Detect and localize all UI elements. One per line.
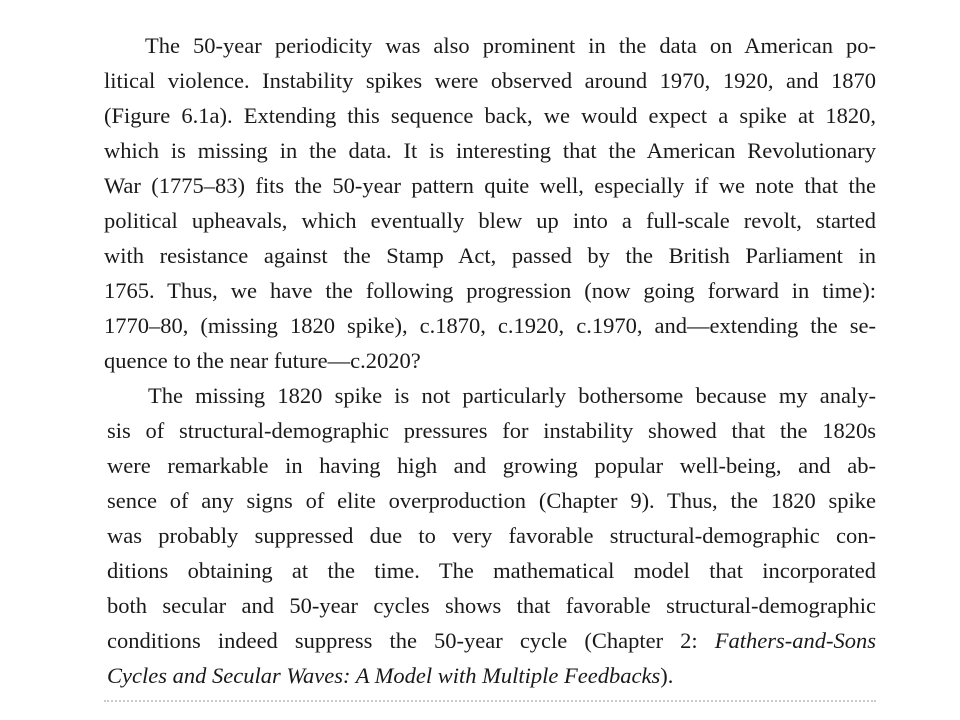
text-line: (Figure 6.1a). Extending this sequence back, we would expect a spike at 1820, — [104, 103, 876, 128]
paragraph-2 — [104, 378, 876, 693]
text-span: ). — [660, 663, 674, 688]
text-line: sis of structural-demographic pressures for instability showed that the 1820s — [107, 418, 876, 443]
text-line: The missing 1820 spike is not particularly bothersome because my analy- — [148, 383, 876, 408]
text-line: sence of any signs of elite overproduction (Chapter 9). Thus, the 1820 spike — [107, 488, 876, 513]
book-title-italic: Fathers-and-Sons — [714, 628, 876, 653]
paragraph-1 — [104, 28, 876, 378]
text-line: which is missing in the data. It is interesting that the American Revolutionary — [104, 138, 876, 163]
text-line: were remarkable in having high and growing popular well-being, and ab- — [107, 453, 876, 478]
text-line: both secular and 50-year cycles shows that favorable structural-demographic — [107, 593, 876, 618]
text-line: was probably suppressed due to very favorable structural-demographic con- — [107, 523, 876, 548]
text-line — [107, 623, 876, 658]
text-line: quence to the near future—c.2020? — [104, 348, 421, 373]
text-line: political upheavals, which eventually blew up into a full-scale revolt, started — [104, 208, 876, 233]
text-line: 1765. Thus, we have the following progression (now going forward in time): — [104, 278, 876, 303]
text-line: litical violence. Instability spikes were observed around 1970, 1920, and 1870 — [104, 68, 876, 93]
text-line: with resistance against the Stamp Act, passed by the British Parliament in — [104, 243, 876, 268]
document-page — [104, 28, 876, 693]
cut-off-line — [104, 700, 876, 705]
text-line — [107, 658, 876, 693]
text-line: 1770–80, (missing 1820 spike), c.1870, c.1920, c.1970, and—extending the se- — [104, 313, 876, 338]
text-line: The 50-year periodicity was also prominent in the data on American po- — [145, 33, 876, 58]
book-title-italic: Cycles and Secular Waves: A Model with Multiple Feedbacks — [107, 663, 661, 688]
text-line: War (1775–83) fits the 50-year pattern quite well, especially if we note that the — [104, 173, 876, 198]
text-line: ditions obtaining at the time. The mathematical model that incorporated — [107, 558, 876, 583]
text-span: conditions indeed suppress the 50-year cycle (Chapter 2: — [107, 628, 715, 653]
